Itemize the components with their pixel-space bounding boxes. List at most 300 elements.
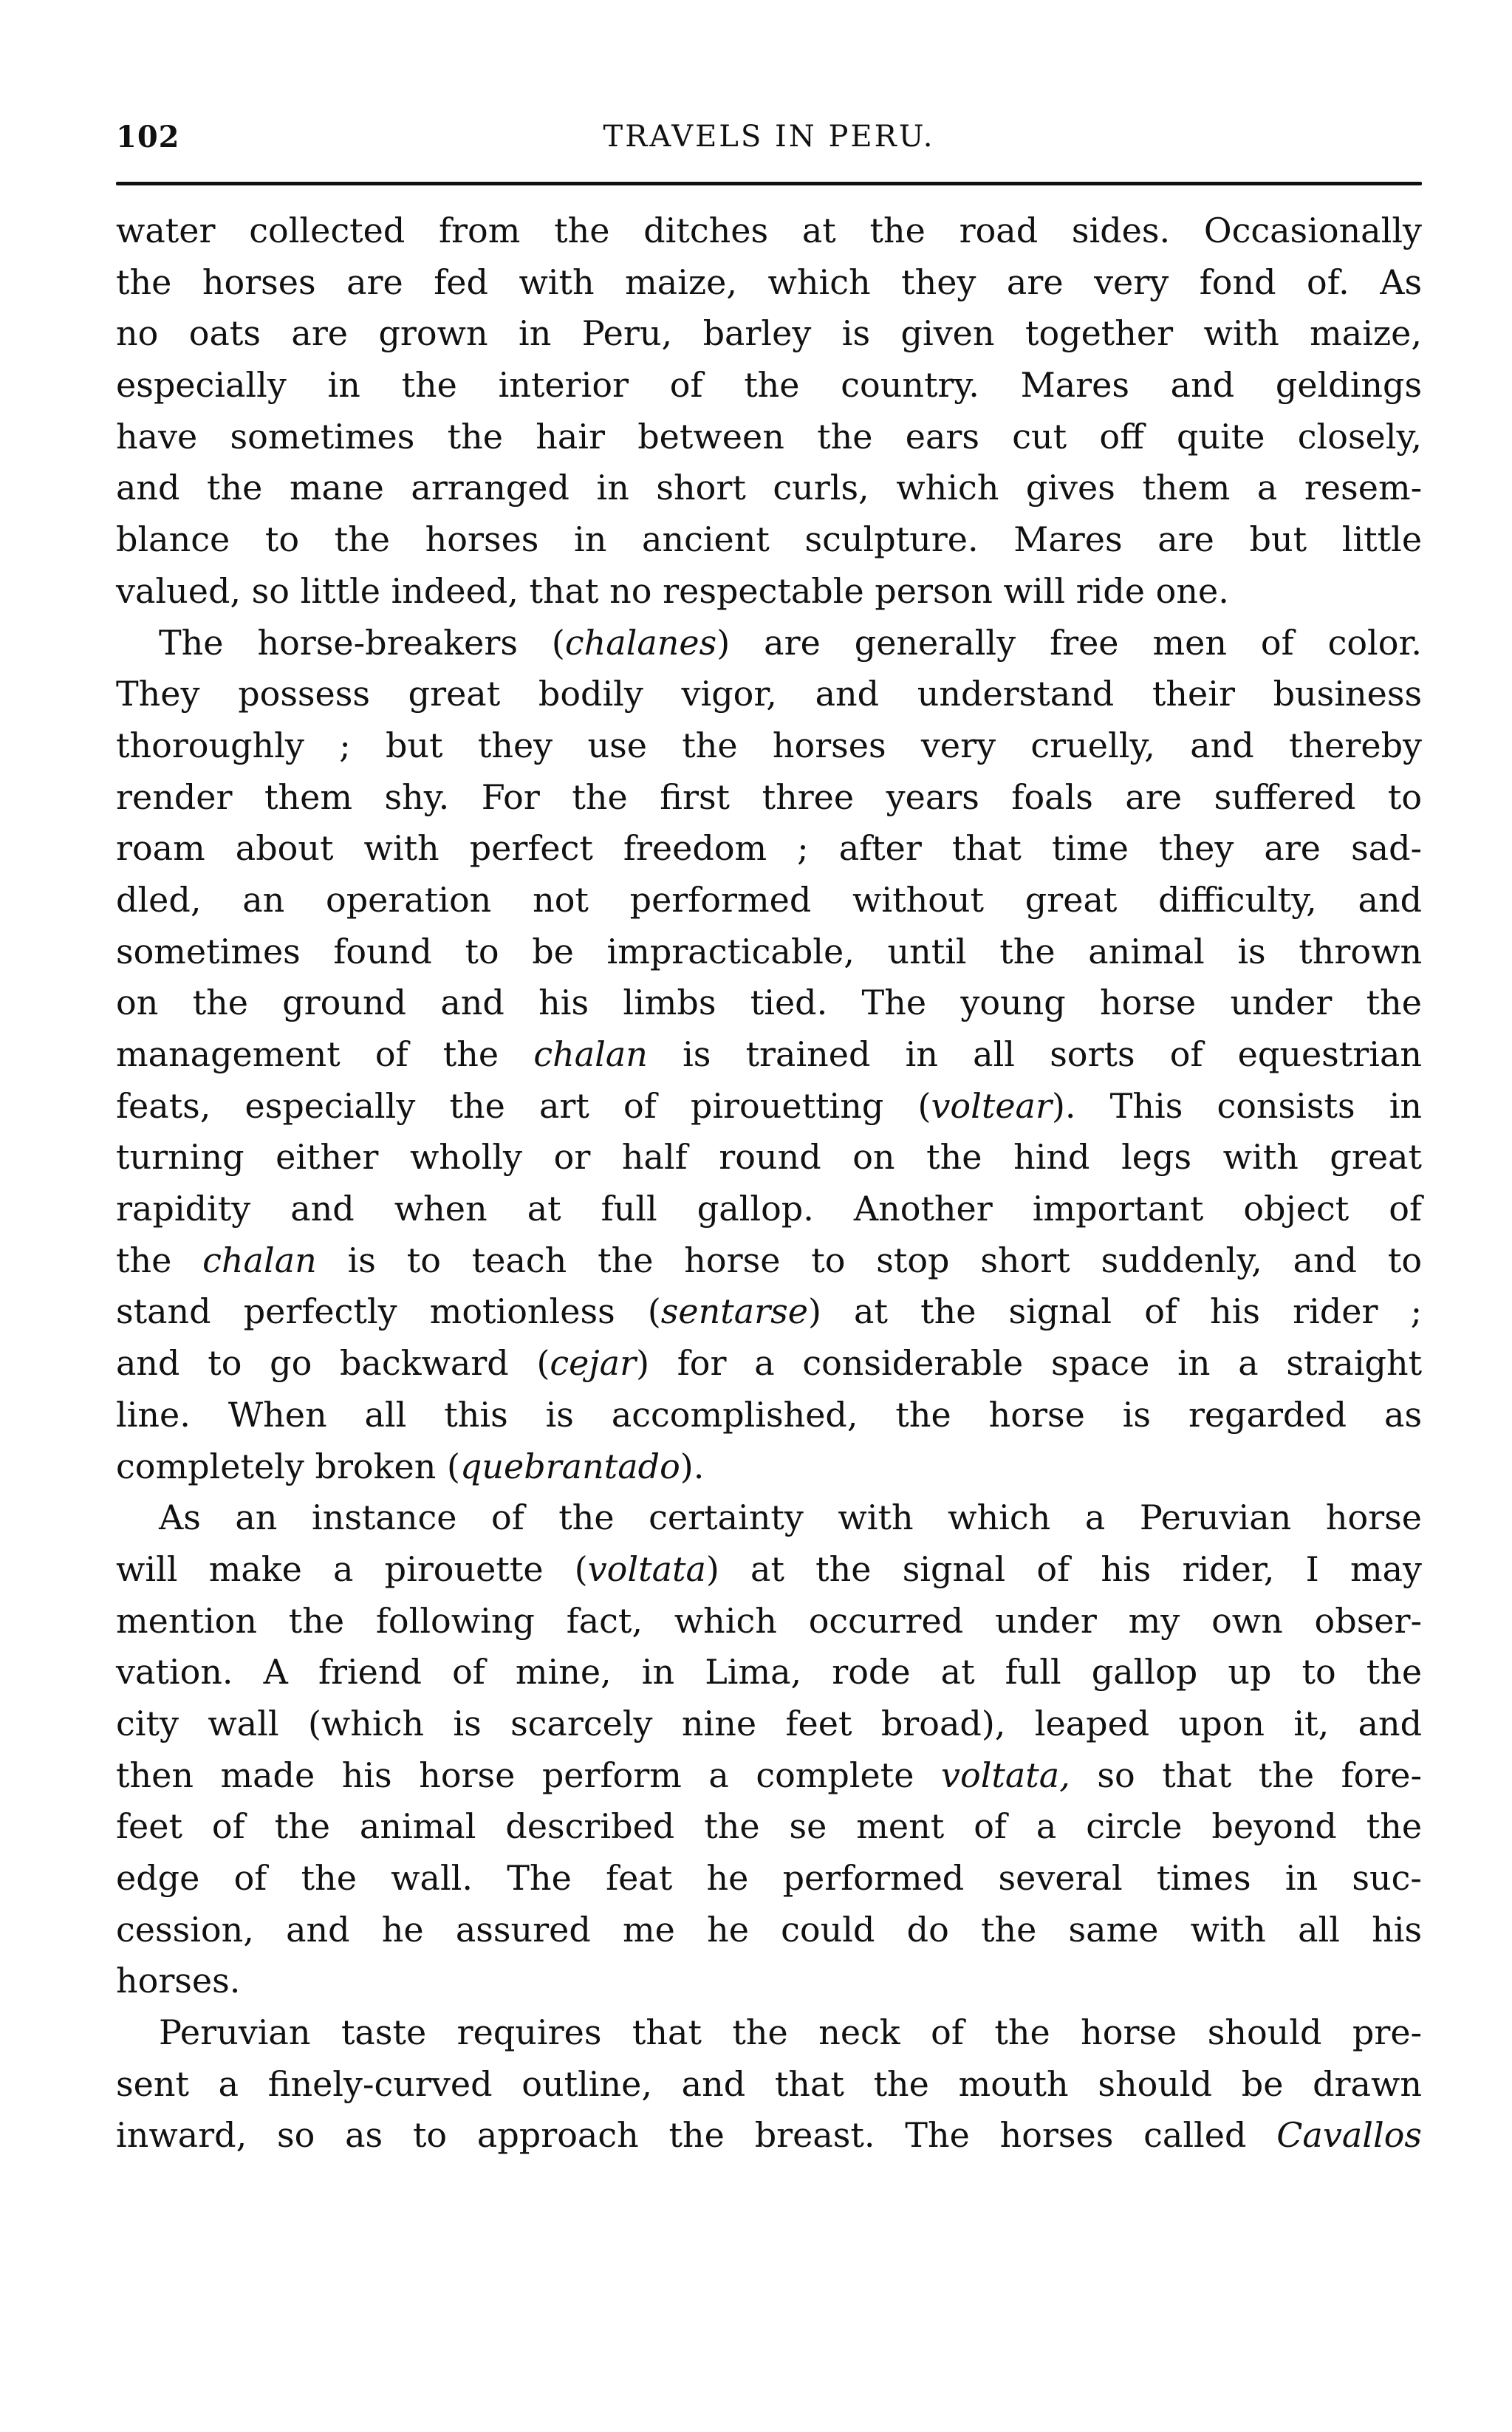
word: own (1211, 1600, 1283, 1641)
text-line (116, 772, 1422, 824)
word: to (1301, 1652, 1336, 1693)
word: are (764, 622, 821, 663)
word: on (116, 983, 159, 1023)
word: space (1050, 1343, 1150, 1384)
word: thoroughly (116, 725, 304, 765)
word: with (1222, 1137, 1299, 1178)
word: respectable (663, 570, 864, 611)
word: ( (647, 1291, 661, 1332)
word: straight (1286, 1343, 1423, 1384)
word: at (940, 1652, 975, 1693)
word: suc- (1352, 1858, 1422, 1898)
word: ancient (642, 519, 770, 560)
word: so (277, 2115, 315, 2156)
word: sometimes (230, 416, 415, 457)
word: requires (456, 2012, 602, 2053)
word: obser- (1314, 1600, 1423, 1641)
word: horses (772, 725, 886, 765)
word: will (116, 1548, 178, 1589)
word: equestrian (1237, 1034, 1423, 1074)
word: mane (289, 468, 384, 508)
word: ears (905, 416, 979, 457)
word: on (852, 1137, 895, 1178)
word: in (1284, 1858, 1318, 1898)
word: make (208, 1548, 302, 1589)
word: horse (419, 1755, 516, 1795)
text-line (116, 1441, 1422, 1493)
word: he (707, 1909, 749, 1950)
word: cut (1012, 416, 1067, 457)
word: ; (797, 828, 809, 869)
word: in (905, 1034, 938, 1074)
text-line (116, 1492, 1422, 1544)
word: the (301, 1858, 357, 1898)
italic-term: chalan (533, 1034, 648, 1074)
word: of (623, 1085, 657, 1126)
word: ment (856, 1806, 945, 1847)
word: horses (202, 262, 316, 302)
word: animal (1088, 931, 1205, 971)
word: the (558, 1497, 615, 1538)
word: perfect (469, 828, 593, 869)
text-line (116, 1029, 1422, 1081)
word: backward (339, 1343, 509, 1384)
word: that (1162, 1755, 1232, 1795)
word: them (264, 776, 352, 817)
word: under (1230, 983, 1333, 1023)
word: motionless (429, 1291, 615, 1332)
word: fond (1199, 262, 1276, 302)
word: to (264, 519, 300, 560)
word: As (159, 1497, 201, 1538)
word: ( (446, 1446, 460, 1486)
word: either (276, 1137, 379, 1178)
word: horses (999, 2115, 1114, 2156)
word: a (218, 2063, 239, 2104)
word: neck (818, 2012, 900, 2053)
word: gallop. (697, 1189, 814, 1229)
word: nine (681, 1703, 757, 1743)
word: not (533, 879, 589, 920)
word: should (1098, 2063, 1213, 2104)
word: This (1109, 1085, 1183, 1126)
word: sculpture. (804, 519, 979, 560)
word: scarcely (510, 1703, 653, 1743)
text-line (116, 1338, 1422, 1390)
word: edge (116, 1858, 200, 1898)
word: important (1032, 1189, 1204, 1229)
word: the (1366, 1806, 1423, 1847)
word: for (677, 1343, 727, 1384)
word: circle (1086, 1806, 1183, 1847)
word: which (767, 262, 871, 302)
italic-term: cejar (550, 1343, 637, 1384)
word: in (327, 365, 360, 406)
word: the (980, 1909, 1037, 1950)
word: made (220, 1755, 315, 1795)
word: between (637, 416, 784, 457)
word: of (374, 1034, 408, 1074)
word: the (1366, 983, 1422, 1023)
word: up (1228, 1652, 1272, 1693)
word: The (159, 622, 224, 663)
word: to (1387, 776, 1423, 817)
word: ) (705, 1548, 719, 1589)
word: oats (188, 313, 261, 354)
text-line (116, 1596, 1422, 1647)
word: his (538, 983, 589, 1023)
italic-term: chalanes (564, 622, 717, 663)
word: in (596, 468, 629, 508)
word: at (527, 1189, 561, 1229)
text-line (116, 1544, 1422, 1596)
word: ( (551, 622, 565, 663)
word: When (228, 1394, 327, 1435)
word: outline, (521, 2063, 652, 2104)
word: geldings (1275, 365, 1423, 406)
italic-term: voltata (587, 1548, 706, 1589)
word: barley (702, 313, 812, 354)
word: the (704, 1806, 760, 1847)
word: are (1006, 262, 1064, 302)
word: his (341, 1755, 392, 1795)
word: legs (1121, 1137, 1192, 1178)
word: me (623, 1909, 675, 1950)
word: sad- (1351, 828, 1423, 869)
text-line (116, 1905, 1422, 1956)
word: that (774, 2063, 844, 2104)
word: of (1144, 1291, 1177, 1332)
word: the (744, 365, 800, 406)
word: Another (853, 1189, 993, 1229)
word: years (886, 776, 979, 817)
word: and (1293, 1240, 1358, 1280)
text-line (116, 1235, 1422, 1287)
word: the (869, 211, 926, 250)
word: very (1094, 262, 1169, 302)
text-line (116, 875, 1422, 926)
word: and (116, 468, 180, 508)
italic-term: Cavallos (1276, 2115, 1422, 2156)
word: given (900, 313, 995, 354)
italic-term: sentarse (660, 1291, 808, 1332)
word: and (681, 2063, 746, 2104)
word: trained (745, 1034, 871, 1074)
text-line (116, 205, 1422, 257)
word: finely-curved (267, 2063, 493, 2104)
word: approach (476, 2115, 639, 2156)
word: gallop (1091, 1652, 1198, 1693)
word: rapidity (116, 1189, 251, 1229)
page-header (116, 120, 1422, 164)
word: a (708, 1755, 729, 1795)
word: the (449, 1085, 505, 1126)
word: of (1036, 1548, 1070, 1589)
word: cession, (116, 1909, 254, 1950)
word: are (1264, 828, 1321, 869)
word: that (632, 2012, 702, 2053)
word: three (762, 776, 855, 817)
word: and (1190, 725, 1254, 765)
word: described (505, 1806, 675, 1847)
text-line (116, 823, 1422, 875)
word: same (1068, 1909, 1159, 1950)
word: possess (238, 674, 370, 714)
word: broken (315, 1446, 437, 1486)
word: roam (116, 828, 205, 869)
word: in (1389, 1085, 1423, 1126)
word: is (545, 1394, 574, 1435)
word: times (1156, 1858, 1251, 1898)
word: pirouetting (690, 1085, 884, 1126)
word: full (601, 1189, 657, 1229)
word: of (491, 1497, 524, 1538)
word: instance (311, 1497, 457, 1538)
word: mention (116, 1600, 257, 1641)
word: leaped (1034, 1703, 1150, 1743)
word: in (519, 313, 552, 354)
word: is (453, 1703, 482, 1743)
word: he (706, 1858, 749, 1898)
word: short (656, 468, 746, 508)
word: taste (341, 2012, 427, 2053)
word: thrown (1299, 931, 1423, 971)
word: ; (1410, 1291, 1423, 1332)
word: ) (807, 1291, 821, 1332)
word: is (347, 1240, 376, 1280)
word: the (895, 1394, 951, 1435)
word: animal (359, 1806, 476, 1847)
text-line (116, 1286, 1422, 1338)
word: little (1341, 519, 1423, 560)
word: then (116, 1755, 194, 1795)
word: For (481, 776, 540, 817)
word: off (1099, 416, 1144, 457)
word: are (1125, 776, 1183, 817)
word: of (974, 1806, 1007, 1847)
word: be (1241, 2063, 1284, 2104)
header-rule (116, 182, 1422, 185)
word: especially (116, 365, 287, 406)
word: gives (1025, 468, 1115, 508)
word: found (333, 931, 432, 971)
word: the (572, 776, 628, 817)
word: to (1387, 1240, 1423, 1280)
word: is (683, 1034, 711, 1074)
text-line (116, 720, 1422, 772)
word: country. (841, 365, 979, 406)
word: the (447, 416, 503, 457)
word: se (789, 1806, 827, 1847)
word: horse (684, 1240, 781, 1280)
word: be (532, 931, 574, 971)
word: valued, (116, 570, 242, 611)
word: and (116, 1343, 180, 1384)
word: suddenly, (1101, 1240, 1262, 1280)
word: understand (917, 674, 1115, 714)
text-line (116, 308, 1422, 360)
text-line (116, 514, 1422, 566)
word: feet (116, 1806, 182, 1847)
word: bodily (538, 674, 643, 714)
word: them (1142, 468, 1231, 508)
word: with (1203, 313, 1279, 354)
word: horse (988, 1394, 1085, 1435)
word: the (116, 262, 172, 302)
word: that (529, 570, 599, 611)
word: all (364, 1394, 407, 1435)
italic-term: chalan (202, 1240, 317, 1280)
word: the (334, 519, 391, 560)
word: regarded (1188, 1394, 1347, 1435)
word: horse (1325, 1497, 1422, 1538)
word: ) (716, 622, 731, 663)
word: certainty (649, 1497, 804, 1538)
word: As (1380, 262, 1423, 302)
word: they (901, 262, 976, 302)
word: the (994, 2012, 1050, 2053)
word: great (1024, 879, 1118, 920)
word: the (926, 1137, 982, 1178)
word: the (817, 416, 873, 457)
word: assured (455, 1909, 591, 1950)
word: the (401, 365, 457, 406)
word: water (116, 211, 216, 250)
word: the (192, 983, 248, 1023)
word: the (1366, 1652, 1423, 1693)
word: thereby (1289, 725, 1423, 765)
word: rode (832, 1652, 911, 1693)
word: Lima, (705, 1652, 802, 1693)
word: vigor, (681, 674, 777, 714)
word: but (1249, 519, 1307, 560)
word: The (507, 1858, 572, 1898)
word: is (841, 313, 871, 354)
word: beyond (1211, 1806, 1337, 1847)
word: of (1389, 1189, 1423, 1229)
word: (which (307, 1703, 424, 1743)
word: ground (282, 983, 407, 1023)
word: rider, (1182, 1548, 1275, 1589)
word: friend (318, 1652, 422, 1693)
word: a (1084, 1497, 1106, 1538)
word: free (1050, 622, 1119, 663)
word: an (235, 1497, 278, 1538)
word: closely, (1297, 416, 1422, 457)
word: no (609, 570, 652, 611)
word: blance (116, 519, 230, 560)
word: road (959, 211, 1039, 250)
word: are (346, 262, 403, 302)
word: is (1237, 931, 1266, 971)
word: the (732, 2012, 788, 2053)
word: to (412, 2115, 448, 2156)
word: Peruvian (159, 2012, 311, 2053)
word: pirouette (384, 1548, 544, 1589)
italic-term: quebrantado (459, 1446, 680, 1486)
word: without (852, 879, 985, 920)
word: of (452, 1652, 485, 1693)
word: fed (434, 262, 488, 302)
word: difficulty, (1158, 879, 1317, 920)
text-line (116, 618, 1422, 669)
text-line (116, 1132, 1422, 1183)
word: business (1273, 674, 1423, 714)
text-line (116, 257, 1422, 309)
word: drawn (1313, 2063, 1422, 2104)
word: tied. (750, 983, 828, 1023)
word: occurred (808, 1600, 964, 1641)
word: are (291, 313, 349, 354)
word: their (1152, 674, 1235, 714)
word: pre- (1352, 2012, 1423, 2053)
word: ) (636, 1343, 650, 1384)
word: grown (378, 313, 488, 354)
word: feat (606, 1858, 673, 1898)
page-number: 102 (116, 120, 180, 154)
text-line (116, 1390, 1422, 1441)
word: mouth (958, 2063, 1069, 2104)
word: the (999, 931, 1056, 971)
word: ). (1051, 1085, 1076, 1126)
word: feats, (116, 1085, 211, 1126)
text-line (116, 2110, 1422, 2162)
word: no (116, 313, 159, 354)
word: wall (208, 1703, 279, 1743)
word: in (641, 1652, 675, 1693)
word: curls, (773, 468, 869, 508)
word: and (1170, 365, 1235, 406)
word: wall. (391, 1858, 473, 1898)
word: inward, (116, 2115, 247, 2156)
word: accomplished, (611, 1394, 858, 1435)
word: indeed, (391, 570, 519, 611)
running-title: TRAVELS IN PERU. (603, 120, 935, 154)
word: fore- (1341, 1755, 1423, 1795)
word: the (682, 725, 738, 765)
word: very (920, 725, 996, 765)
word: maize, (1310, 313, 1423, 354)
word: feet (785, 1703, 852, 1743)
word: performed (629, 879, 812, 920)
word: all (973, 1034, 1016, 1074)
word: a (754, 1343, 775, 1384)
word: the (207, 468, 263, 508)
word: one. (1155, 570, 1229, 611)
word: men (1152, 622, 1227, 663)
word: ride (1075, 570, 1146, 611)
text-line (116, 1955, 1422, 2007)
word: a (1036, 1806, 1057, 1847)
word: short (980, 1240, 1070, 1280)
word: about (235, 828, 334, 869)
text-line (116, 411, 1422, 463)
word: horses (425, 519, 539, 560)
word: in (574, 519, 607, 560)
word: the (1258, 1755, 1315, 1795)
word: city (116, 1703, 179, 1743)
word: round (719, 1137, 821, 1178)
word: perform (541, 1755, 682, 1795)
word: The (905, 2115, 970, 2156)
italic-term: voltear (931, 1085, 1052, 1126)
word: resem- (1304, 468, 1423, 508)
word: fact, (566, 1600, 643, 1641)
word: generally (854, 622, 1016, 663)
word: go (270, 1343, 312, 1384)
word: at (854, 1291, 888, 1332)
word: following (375, 1600, 535, 1641)
